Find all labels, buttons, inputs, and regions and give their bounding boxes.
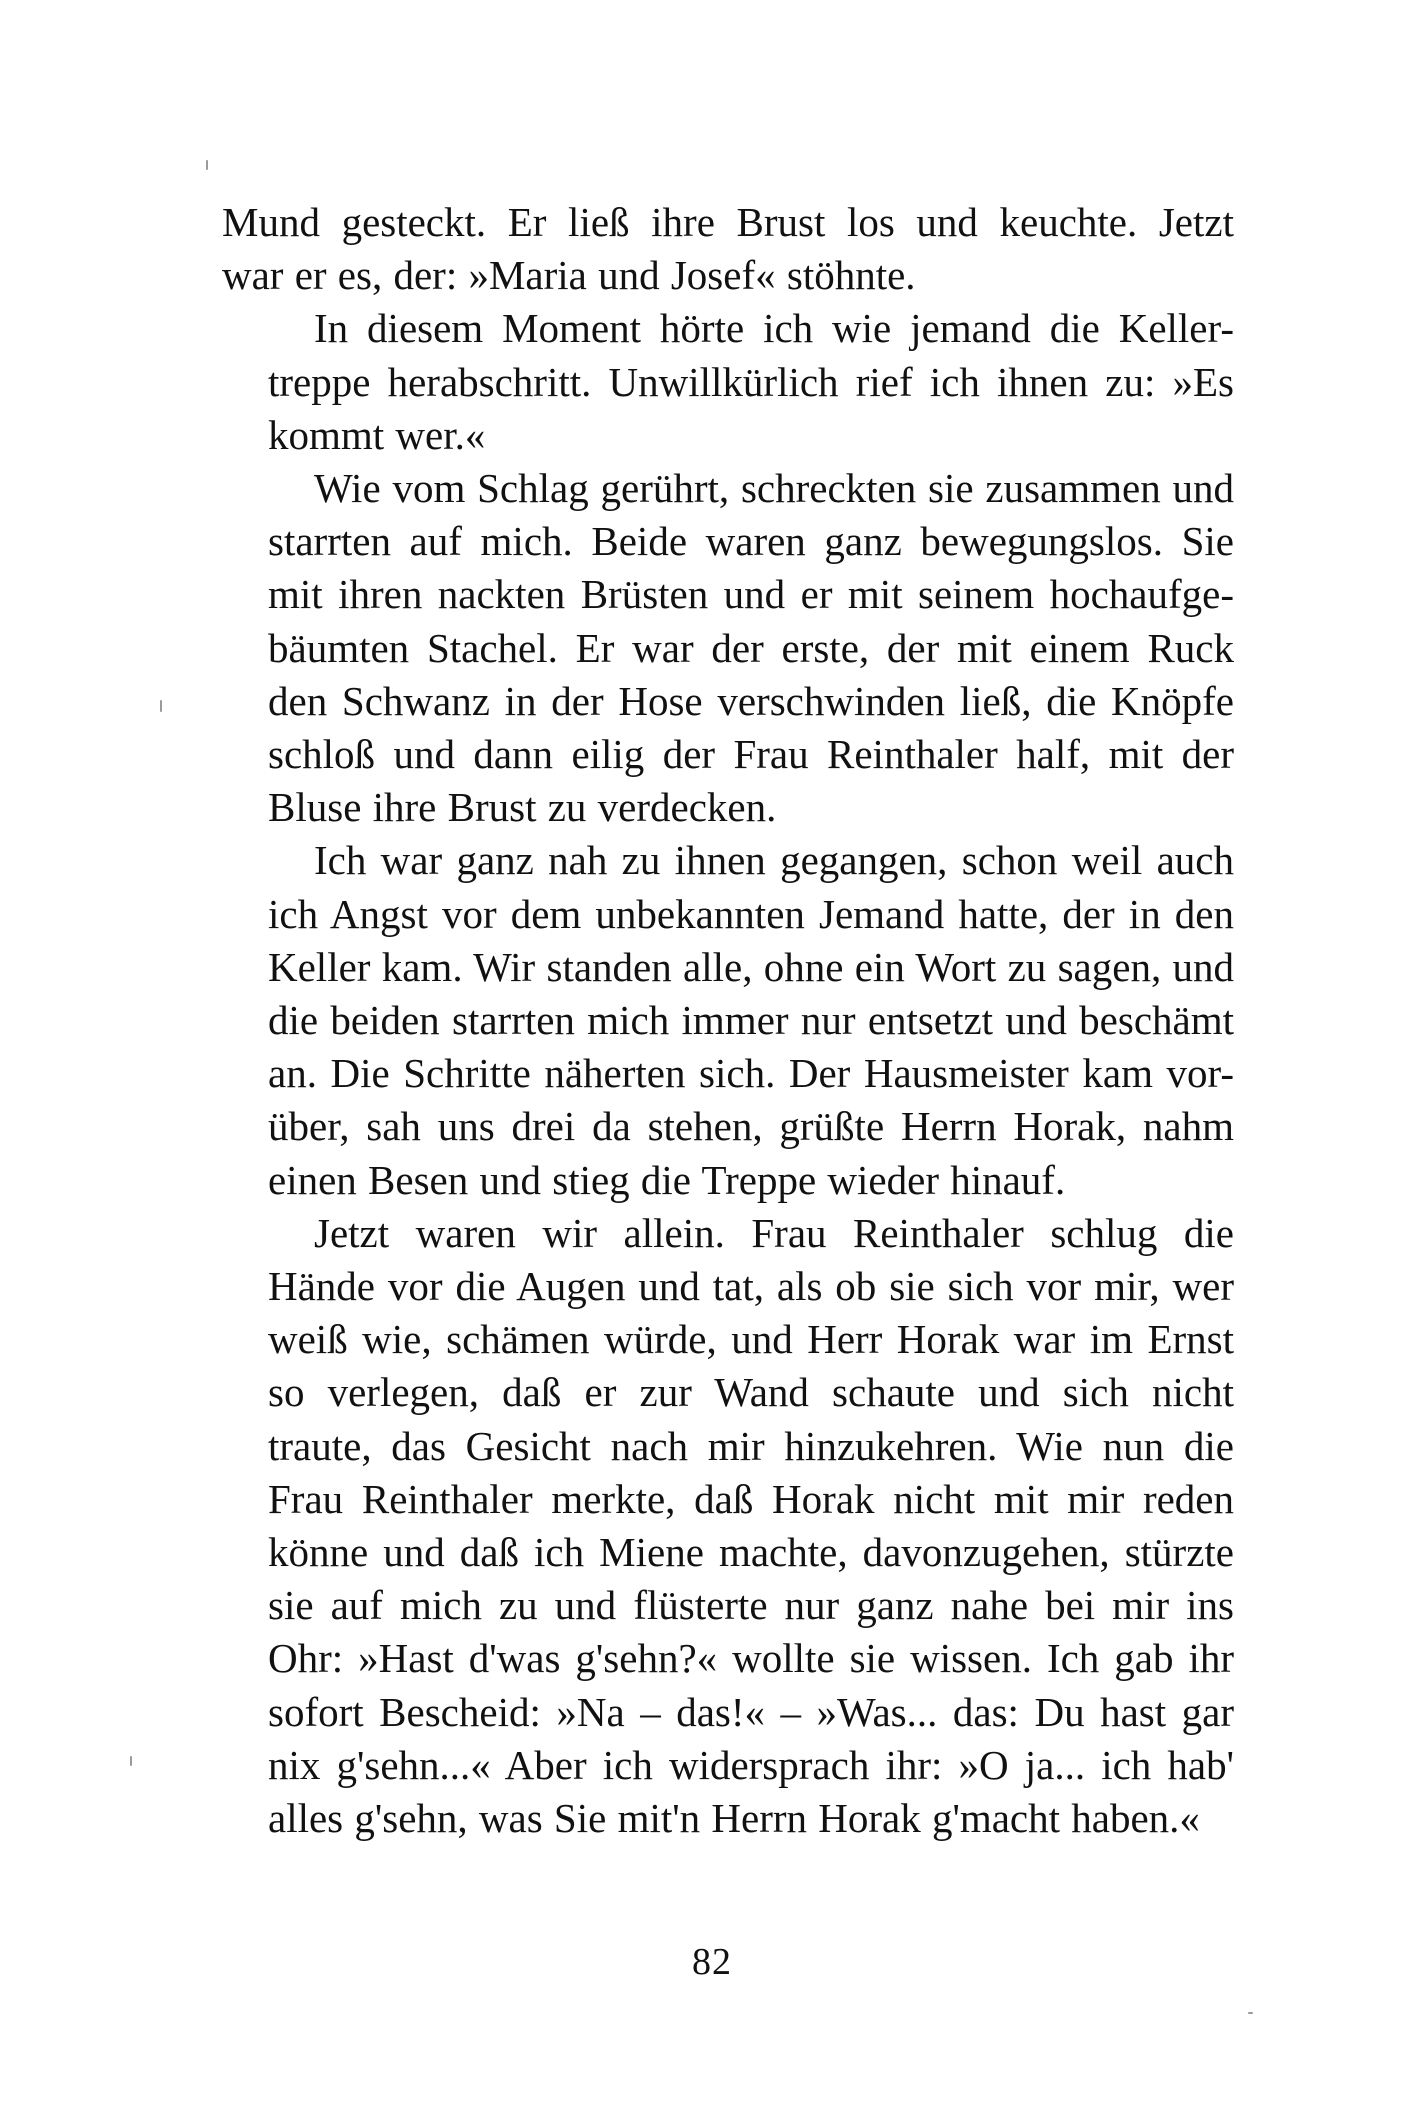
text-line: weiß wie, schämen würde, und Herr Horak war im Ernst [268, 1316, 1234, 1363]
text-line: ich Angst vor dem unbekannten Jemand hatte, der in den [268, 890, 1234, 937]
text-line: Frau Reinthaler merkte, daß Horak nicht mit mir reden [268, 1475, 1234, 1522]
scan-speck [130, 1756, 132, 1766]
paragraph-2 [222, 302, 1234, 462]
scan-speck [160, 700, 162, 712]
scan-speck [206, 160, 208, 170]
text-line: alles g'sehn, was Sie mit'n Herrn Horak g'macht haben.« [268, 1795, 1200, 1842]
text-line: so verlegen, daß er zur Wand schaute und sich nicht [268, 1369, 1234, 1416]
paragraph-3 [222, 462, 1234, 834]
text-line: könne und daß ich Miene machte, davonzugehen, stürzte [268, 1529, 1234, 1576]
scan-speck [1248, 2012, 1253, 2014]
text-line: In diesem Moment hörte ich wie jemand die Keller- [314, 305, 1234, 352]
page-number: 82 [692, 1941, 732, 1983]
body-text [222, 196, 1234, 1845]
text-line: mit ihren nackten Brüsten und er mit seinem hochaufge- [268, 571, 1234, 618]
text-line: traute, das Gesicht nach mir hinzukehren. Wie nun die [268, 1422, 1234, 1469]
paragraph-5 [222, 1207, 1234, 1845]
text-line: Ich war ganz nah zu ihnen gegangen, schon weil auch [314, 837, 1234, 884]
text-line: nix g'sehn...« Aber ich widersprach ihr: »O ja... ich hab' [268, 1741, 1234, 1788]
text-line: treppe herabschritt. Unwillkürlich rief ich ihnen zu: »Es [268, 358, 1234, 405]
text-line: sie auf mich zu und flüsterte nur ganz nahe bei mir ins [268, 1582, 1234, 1629]
text-line: bäumten Stachel. Er war der erste, der mit einem Ruck [268, 624, 1234, 671]
text-line: über, sah uns drei da stehen, grüßte Herrn Horak, nahm [268, 1103, 1234, 1150]
text-line: Hände vor die Augen und tat, als ob sie sich vor mir, wer [268, 1263, 1234, 1310]
paragraph-1 [222, 196, 1234, 302]
text-line: den Schwanz in der Hose verschwinden ließ, die Knöpfe [268, 677, 1234, 724]
text-line: kommt wer.« [268, 411, 486, 458]
text-line: Ohr: »Hast d'was g'sehn?« wollte sie wissen. Ich gab ihr [268, 1635, 1234, 1682]
text-line: Jetzt waren wir allein. Frau Reinthaler schlug die [314, 1209, 1234, 1256]
text-line: sofort Bescheid: »Na – das!« – »Was... das: Du hast gar [268, 1688, 1234, 1735]
text-line: Mund gesteckt. Er ließ ihre Brust los und keuchte. Jetzt [222, 199, 1234, 245]
text-line: einen Besen und stieg die Treppe wieder hinauf. [268, 1156, 1066, 1203]
text-line: war er es, der: »Maria und Josef« stöhnte. [222, 252, 916, 299]
text-line: an. Die Schritte näherten sich. Der Hausmeister kam vor- [268, 1050, 1234, 1097]
text-line: Bluse ihre Brust zu verdecken. [268, 784, 777, 831]
text-line: Keller kam. Wir standen alle, ohne ein Wort zu sagen, und [268, 943, 1234, 990]
paragraph-4 [222, 834, 1234, 1206]
text-line: die beiden starrten mich immer nur entsetzt und beschämt [268, 997, 1234, 1044]
text-line: schloß und dann eilig der Frau Reinthaler half, mit der [268, 731, 1234, 778]
text-line: starrten auf mich. Beide waren ganz bewegungslos. Sie [268, 518, 1234, 565]
text-line: Wie vom Schlag gerührt, schreckten sie zusammen und [314, 465, 1234, 512]
